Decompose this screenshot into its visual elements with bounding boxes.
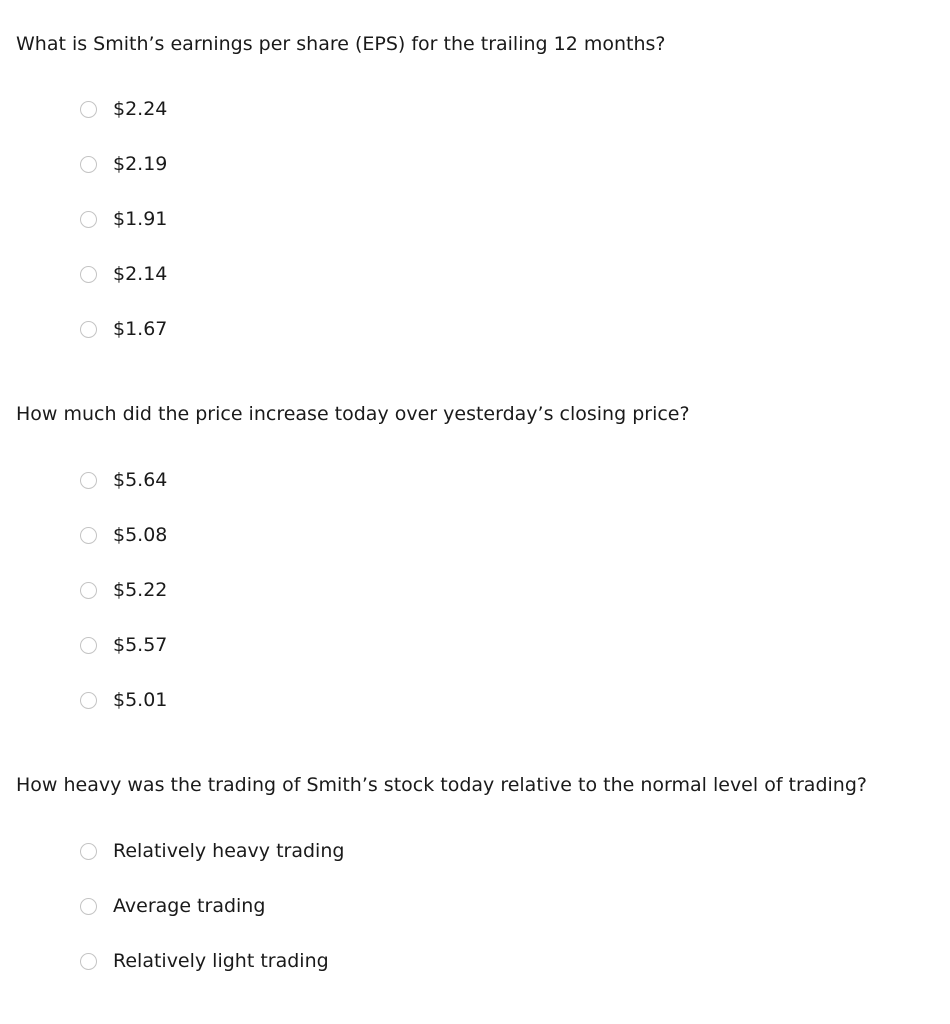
- q1-option-5[interactable]: [80, 314, 167, 344]
- q3-option-2[interactable]: [80, 891, 265, 921]
- radio-button[interactable]: [80, 527, 97, 544]
- q2-option-3[interactable]: [80, 575, 167, 605]
- option-label: $2.24: [113, 98, 168, 120]
- option-label: $5.01: [113, 689, 168, 711]
- radio-button[interactable]: [80, 321, 97, 338]
- option-label: Relatively heavy trading: [113, 840, 345, 862]
- q2-option-4[interactable]: [80, 630, 167, 660]
- radio-button[interactable]: [80, 582, 97, 599]
- q1-option-1[interactable]: [80, 94, 167, 124]
- radio-button[interactable]: [80, 843, 97, 860]
- radio-button[interactable]: [80, 266, 97, 283]
- q1-option-3[interactable]: [80, 204, 167, 234]
- radio-button[interactable]: [80, 472, 97, 489]
- radio-button[interactable]: [80, 637, 97, 654]
- option-label: Average trading: [113, 895, 266, 917]
- radio-button[interactable]: [80, 692, 97, 709]
- q2-option-5[interactable]: [80, 685, 167, 715]
- option-label: $5.22: [113, 579, 168, 601]
- option-label: $2.14: [113, 263, 168, 285]
- option-label: $1.67: [113, 318, 168, 340]
- radio-button[interactable]: [80, 898, 97, 915]
- q1-option-4[interactable]: [80, 259, 167, 289]
- option-label: $5.57: [113, 634, 168, 656]
- question-1-prompt: What is Smith’s earnings per share (EPS) for the trailing 12 months?: [16, 33, 666, 55]
- question-2-prompt: How much did the price increase today over yesterday’s closing price?: [16, 403, 690, 425]
- option-label: $5.64: [113, 469, 168, 491]
- q2-option-1[interactable]: [80, 465, 167, 495]
- q1-option-2[interactable]: [80, 149, 167, 179]
- radio-button[interactable]: [80, 953, 97, 970]
- question-3-prompt: How heavy was the trading of Smith’s stock today relative to the normal level of trading?: [16, 774, 867, 796]
- option-label: $1.91: [113, 208, 168, 230]
- option-label: $5.08: [113, 524, 168, 546]
- q3-option-3[interactable]: [80, 946, 329, 976]
- q2-option-2[interactable]: [80, 520, 167, 550]
- radio-button[interactable]: [80, 101, 97, 118]
- radio-button[interactable]: [80, 211, 97, 228]
- option-label: Relatively light trading: [113, 950, 329, 972]
- option-label: $2.19: [113, 153, 168, 175]
- q3-option-1[interactable]: [80, 836, 344, 866]
- radio-button[interactable]: [80, 156, 97, 173]
